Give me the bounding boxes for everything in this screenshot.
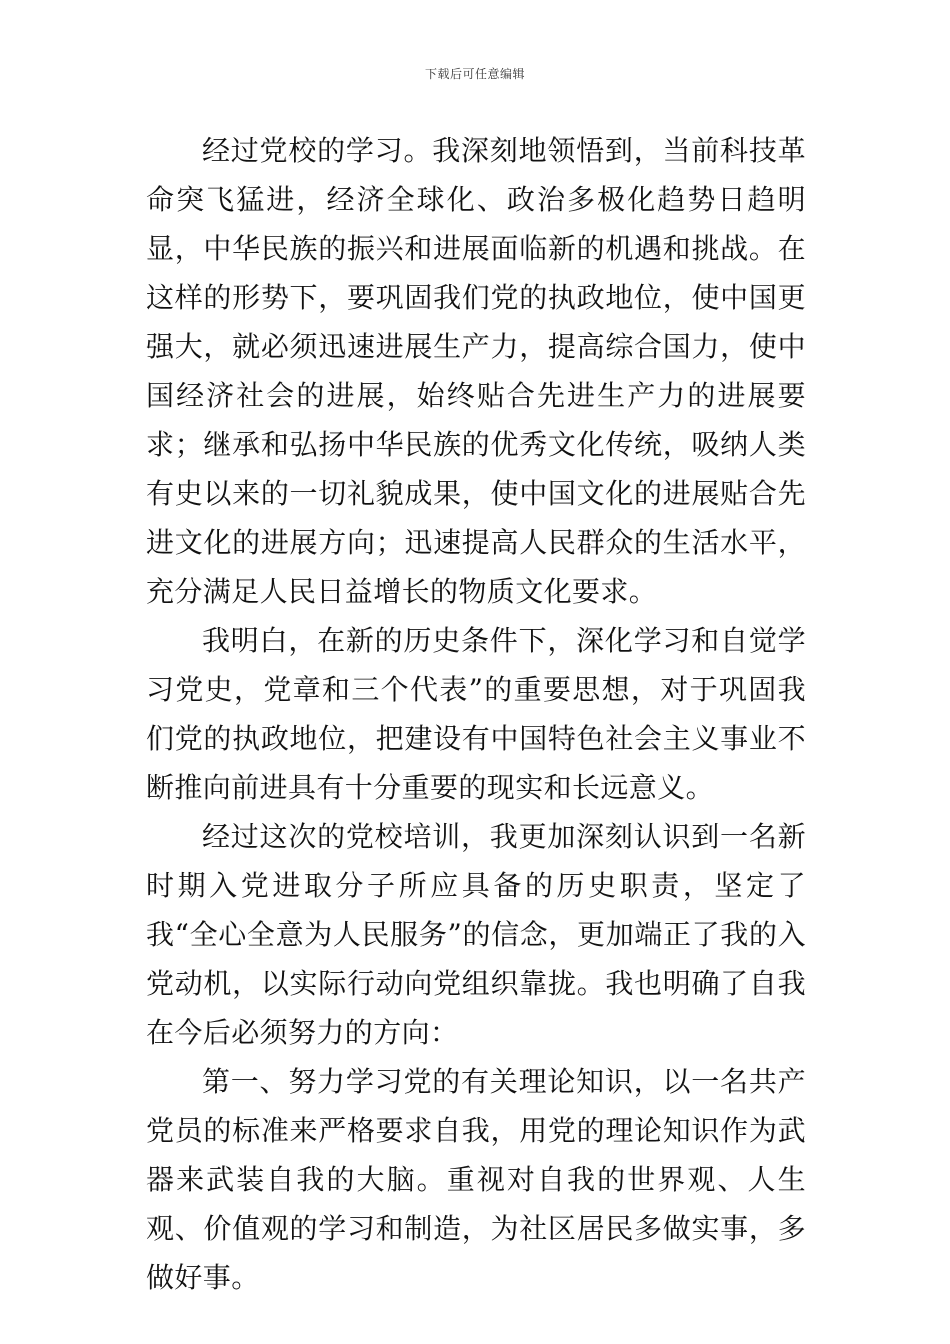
document-body [146, 126, 806, 1302]
paragraph-training-reflection: 经过这次的党校培训，我更加深刻认识到一名新时期入党进取分子所应具备的历史职责，坚定了我“全心全意为人民服务”的信念，更加端正了我的入党动机，以实际行动向党组织靠拢。我也明确了自我在今后必须努力的方向： [146, 820, 806, 1049]
paragraph-party-school-learning: 经过党校的学习。我深刻地领悟到，当前科技革命突飞猛进，经济全球化、政治多极化趋势日趋明显，中华民族的振兴和进展面临新的机遇和挑战。在这样的形势下，要巩固我们党的执政地位，使中国更强大，就必须迅速进展生产力，提高综合国力，使中国经济社会的进展，始终贴合先进生产力的进展要求；继承和弘扬中华民族的优秀文化传统，吸纳人类有史以来的一切礼貌成果，使中国文化的进展贴合先进文化的进展方向；迅速提高人民群众的生活水平，充分满足人民日益增长的物质文化要求。 [146, 134, 806, 608]
paragraph-first-point: 第一、努力学习党的有关理论知识，以一名共产党员的标准来严格要求自我，用党的理论知识作为武器来武装自我的大脑。重视对自我的世界观、人生观、价值观的学习和制造，为社区居民多做实事，多做好事。 [146, 1065, 806, 1294]
paragraph-historical-conditions: 我明白，在新的历史条件下，深化学习和自觉学习党史，党章和三个代表”的重要思想，对于巩固我们党的执政地位，把建设有中国特色社会主义事业不断推向前进具有十分重要的现实和长远意义。 [146, 624, 806, 804]
download-edit-note: 下载后可任意编辑 [424, 67, 525, 81]
